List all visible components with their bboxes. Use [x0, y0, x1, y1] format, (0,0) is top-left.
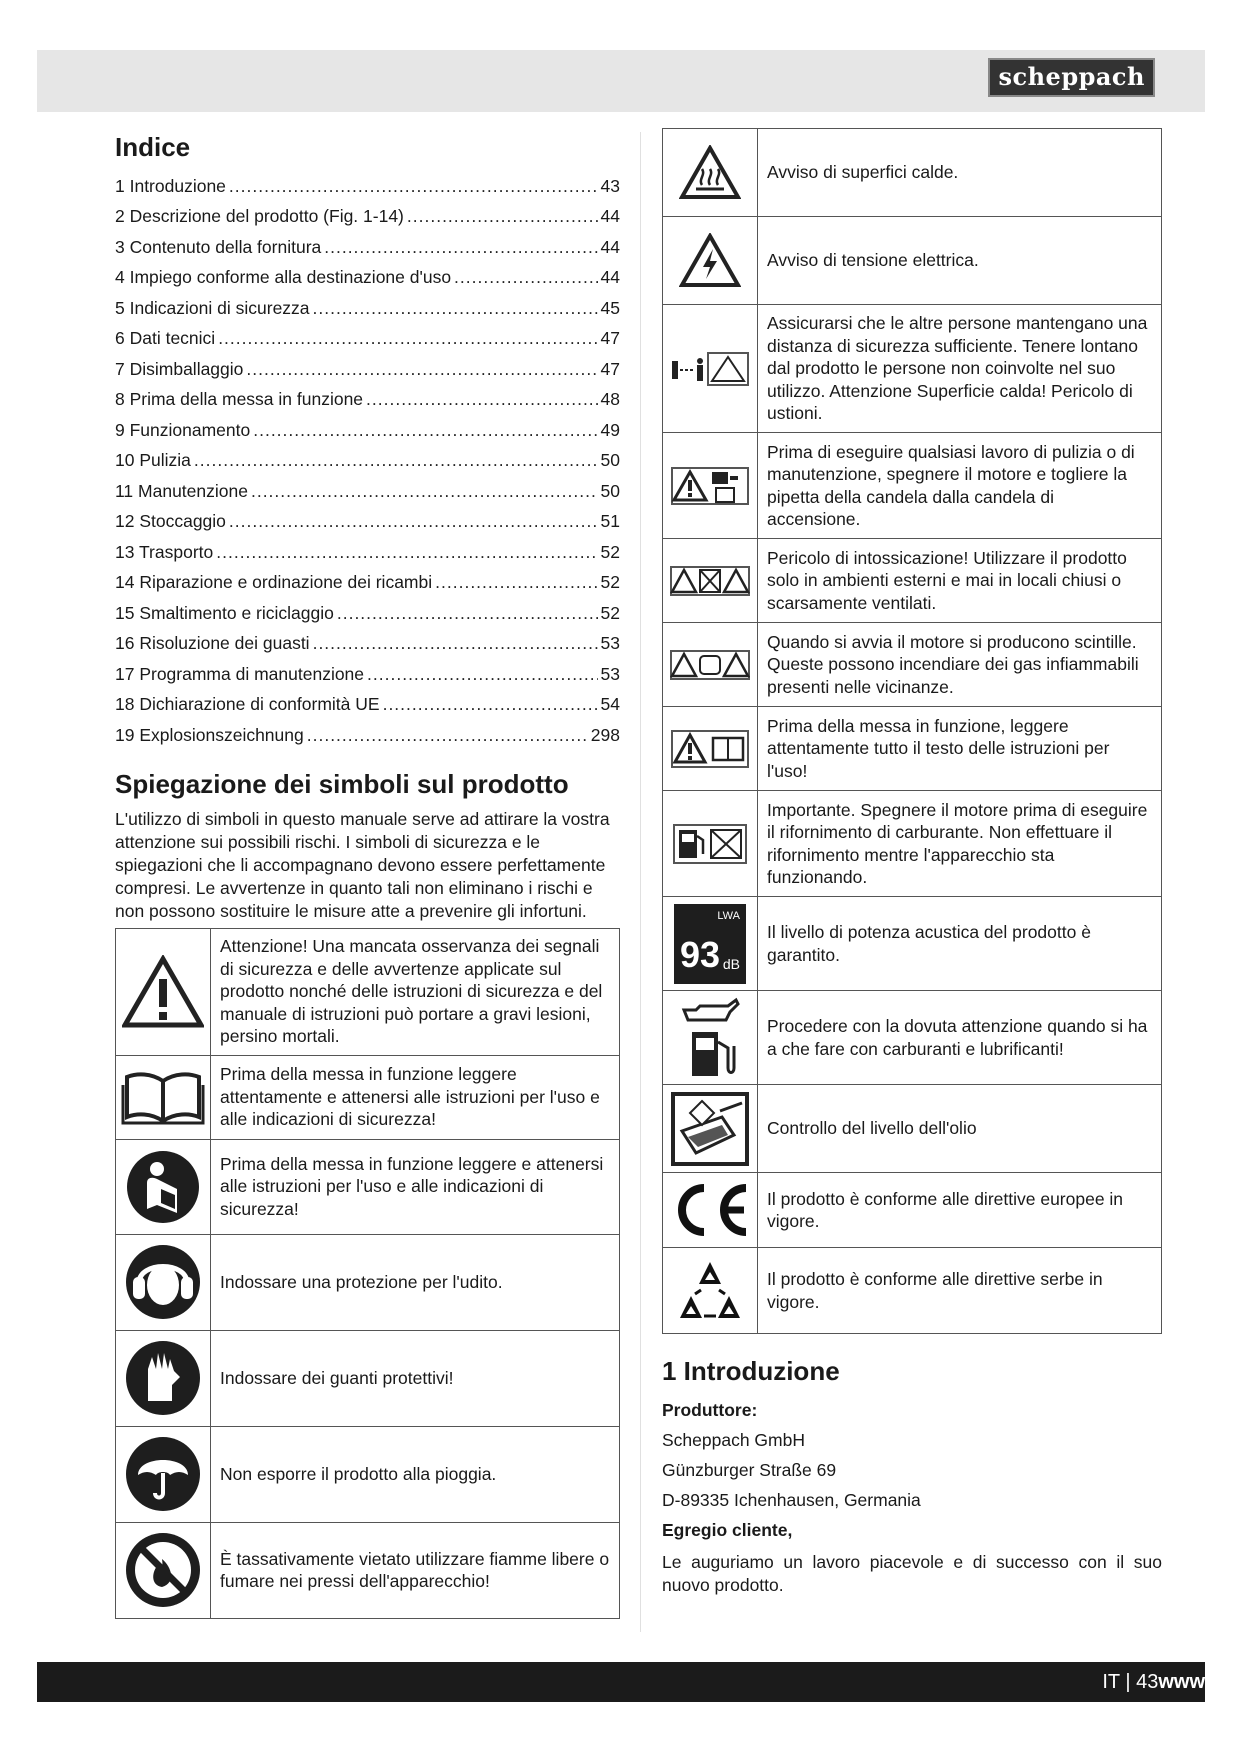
table-of-contents — [115, 171, 620, 751]
ear-protection-icon — [124, 1243, 202, 1321]
symbols-intro: L'utilizzo di simboli in questo manuale serve ad attirare la vostra attenzione sui possibili rischi. I simboli di sicurezza e le spiegazioni che li accompagnano devono essere perfettamente compresi. Le avvertenze in quanto tali non eliminano i rischi e non possono sostituire le misure atte a prevenire gli infortuni. — [115, 808, 610, 921]
toc-page: 45 — [600, 297, 620, 318]
symbol-icon-cell — [663, 1085, 758, 1173]
safety-distance-icon — [670, 351, 750, 387]
toc-label: 15 Smaltimento e riciclaggio — [115, 602, 334, 623]
symbols-table-left — [115, 928, 620, 1619]
company-street: Günzburger Straße 69 — [662, 1460, 837, 1480]
symbol-description: Procedere con la dovuta attenzione quando si ha a che fare con carburanti e lubrificanti! — [758, 991, 1162, 1085]
toc-label: 8 Prima della messa in funzione — [115, 389, 364, 410]
toc-entry[interactable] — [115, 171, 620, 202]
symbols-section-title: Spiegazione dei simboli sul prodotto — [115, 768, 569, 799]
toc-label: 10 Pulizia — [115, 450, 191, 471]
toc-entry[interactable] — [115, 232, 620, 263]
toc-page: 50 — [600, 450, 620, 471]
symbol-description: Avviso di tensione elettrica. — [758, 217, 1162, 305]
toc-label: 12 Stoccaggio — [115, 511, 226, 532]
toc-page: 52 — [600, 602, 620, 623]
db-unit: dB — [722, 955, 740, 972]
symbol-row — [663, 1248, 1162, 1334]
toc-leader — [337, 603, 598, 624]
toc-label: 13 Trasporto — [115, 541, 214, 562]
toc-page: 52 — [600, 572, 620, 593]
lwa-label: LWA — [717, 909, 740, 922]
toc-label: 2 Descrizione del prodotto (Fig. 1-14) — [115, 206, 404, 227]
greeting: Egregio cliente, — [662, 1520, 793, 1540]
toc-entry[interactable] — [115, 446, 620, 477]
left-column — [115, 128, 620, 1619]
symbol-row — [663, 1173, 1162, 1248]
symbol-row — [663, 991, 1162, 1085]
toc-entry[interactable] — [115, 202, 620, 233]
symbol-icon-cell — [663, 129, 758, 217]
symbol-row — [116, 1055, 620, 1139]
company-city: D-89335 Ichenhausen, Germania — [662, 1490, 921, 1510]
toc-label: 5 Indicazioni di sicurezza — [115, 297, 310, 318]
toc-page: 50 — [600, 480, 620, 501]
poisoning-warning-icon — [670, 566, 750, 596]
symbol-description: Non esporre il prodotto alla pioggia. — [211, 1426, 620, 1522]
symbol-icon-cell — [663, 1248, 758, 1334]
refuel-engine-off-icon — [673, 824, 747, 864]
symbol-icon-cell — [116, 1055, 211, 1139]
toc-label: 18 Dichiarazione di conformità UE — [115, 694, 380, 715]
toc-leader — [407, 206, 598, 227]
symbol-description: Prima della messa in funzione, leggere attentamente tutto il testo delle istruzioni per l'uso! — [758, 707, 1162, 791]
symbol-icon-cell — [116, 1426, 211, 1522]
toc-entry[interactable] — [115, 690, 620, 721]
page-label: IT | 43 — [1102, 1671, 1159, 1693]
toc-page: 53 — [600, 633, 620, 654]
toc-page: 298 — [590, 724, 620, 745]
toc-leader — [313, 633, 598, 654]
company-name: Scheppach GmbH — [662, 1430, 805, 1450]
toc-page: 54 — [600, 694, 620, 715]
toc-entry[interactable] — [115, 354, 620, 385]
symbol-icon-cell — [663, 991, 758, 1085]
toc-label: 3 Contenuto della fornitura — [115, 236, 322, 257]
toc-leader — [383, 694, 598, 715]
toc-entry[interactable] — [115, 507, 620, 538]
manufacturer-info — [662, 1395, 1162, 1597]
toc-page: 49 — [600, 419, 620, 440]
symbol-row — [116, 1426, 620, 1522]
toc-page: 44 — [600, 267, 620, 288]
toc-entry[interactable] — [115, 263, 620, 294]
no-fire-icon — [124, 1531, 202, 1609]
symbol-description: Indossare dei guanti protettivi! — [211, 1330, 620, 1426]
toc-entry[interactable] — [115, 537, 620, 568]
symbol-row — [663, 707, 1162, 791]
toc-entry[interactable] — [115, 568, 620, 599]
symbol-description: Prima della messa in funzione leggere e attenersi alle istruzioni per l'uso e alle indicazioni di sicurezza! — [211, 1139, 620, 1234]
symbol-description: Prima della messa in funzione leggere attentamente e attenersi alle istruzioni per l'uso e alle indicazioni di sicurezza! — [211, 1055, 620, 1139]
toc-label: 17 Programma di manutenzione — [115, 663, 365, 684]
toc-leader — [229, 176, 598, 197]
toc-leader — [454, 267, 597, 288]
toc-leader — [307, 725, 588, 746]
toc-leader — [313, 298, 598, 319]
electric-voltage-icon — [679, 233, 741, 289]
toc-entry[interactable] — [115, 629, 620, 660]
toc-page: 44 — [600, 236, 620, 257]
oil-level-check-icon — [670, 1091, 750, 1167]
toc-page: 47 — [600, 328, 620, 349]
gloves-icon — [124, 1339, 202, 1417]
toc-label: 16 Risoluzione dei guasti — [115, 633, 310, 654]
symbol-icon-cell — [116, 1139, 211, 1234]
symbol-row — [116, 1330, 620, 1426]
toc-label: 14 Riparazione e ordinazione dei ricambi — [115, 572, 433, 593]
toc-entry[interactable] — [115, 385, 620, 416]
toc-entry[interactable] — [115, 720, 620, 751]
toc-leader — [366, 389, 597, 410]
toc-leader — [194, 450, 598, 471]
column-divider — [640, 132, 641, 1632]
ce-mark-icon — [668, 1180, 752, 1240]
toc-page: 47 — [600, 358, 620, 379]
toc-leader — [253, 420, 597, 441]
toc-leader — [216, 542, 597, 563]
symbol-icon-cell — [663, 433, 758, 539]
symbol-description: Controllo del livello dell'olio — [758, 1085, 1162, 1173]
symbol-description: Assicurarsi che le altre persone mantengano una distanza di sicurezza sufficiente. Tenere lontano dal prodotto le persone non coinvolte nel suo utilizzo. Attenzione Superficie calda! Pericolo di ustioni. — [758, 305, 1162, 433]
symbol-icon-cell — [663, 897, 758, 991]
warning-triangle-icon — [122, 955, 204, 1029]
symbol-icon-cell — [663, 791, 758, 897]
toc-label: 4 Impiego conforme alla destinazione d'uso — [115, 267, 452, 288]
toc-label: 11 Manutenzione — [115, 480, 248, 501]
symbol-row — [116, 1234, 620, 1330]
symbol-row — [116, 1139, 620, 1234]
toc-label: 1 Introduzione — [115, 175, 226, 196]
toc-page: 48 — [600, 389, 620, 410]
serbian-conformity-icon — [677, 1258, 743, 1324]
symbol-icon-cell — [663, 1173, 758, 1248]
toc-leader — [367, 664, 598, 685]
toc-leader — [218, 328, 597, 349]
symbols-table-right — [662, 128, 1162, 1334]
symbol-description: Importante. Spegnere il motore prima di eseguire il rifornimento di carburante. Non effettuare il rifornimento mentre l'apparecchio sta funzionando. — [758, 791, 1162, 897]
symbol-icon-cell — [663, 623, 758, 707]
symbol-icon-cell — [116, 1522, 211, 1618]
toc-leader — [435, 572, 597, 593]
footer-band — [37, 1662, 1205, 1702]
open-manual-icon — [121, 1067, 205, 1127]
toc-entry[interactable] — [115, 476, 620, 507]
symbol-row — [663, 433, 1162, 539]
toc-page: 53 — [600, 663, 620, 684]
toc-page: 51 — [600, 511, 620, 532]
producer-label: Produttore: — [662, 1400, 758, 1420]
symbol-icon-cell — [116, 1330, 211, 1426]
toc-label: 9 Funzionamento — [115, 419, 251, 440]
umbrella-rain-icon — [124, 1435, 202, 1513]
introduction-title: 1 Introduzione — [662, 1356, 840, 1386]
toc-entry[interactable] — [115, 598, 620, 629]
symbol-description: Pericolo di intossicazione! Utilizzare il prodotto solo in ambienti esterni e mai in locali chiusi o scarsamente ventilati. — [758, 539, 1162, 623]
read-manual-icon — [125, 1149, 201, 1225]
symbol-description: Quando si avvia il motore si producono scintille. Queste possono incendiare dei gas infiammabili presenti nelle vicinanze. — [758, 623, 1162, 707]
symbol-description: Prima di eseguire qualsiasi lavoro di pulizia o di manutenzione, spegnere il motore e togliere la pipetta della candela dalla candela di accensione. — [758, 433, 1162, 539]
symbol-row — [663, 217, 1162, 305]
toc-label: 19 Explosionszeichnung — [115, 724, 304, 745]
toc-title: Indice — [115, 132, 191, 162]
toc-page: 44 — [600, 206, 620, 227]
page-number — [1102, 1671, 1205, 1694]
maintenance-spark-plug-icon — [670, 466, 750, 506]
symbol-icon-cell — [116, 1234, 211, 1330]
sound-power-icon — [674, 904, 746, 984]
toc-label: 7 Disimballaggio — [115, 358, 244, 379]
toc-page: 52 — [600, 541, 620, 562]
toc-entry[interactable] — [115, 293, 620, 324]
brand-logo: scheppach — [988, 58, 1155, 97]
symbol-row — [663, 623, 1162, 707]
symbol-description: Il prodotto è conforme alle direttive serbe in vigore. — [758, 1248, 1162, 1334]
symbol-description: Attenzione! Una mancata osservanza dei segnali di sicurezza e delle avvertenze applicate sul prodotto nonché delle istruzioni di sicurezza e del manuale di istruzioni può portare a gravi lesioni, persino mortali. — [211, 928, 620, 1055]
welcome-message: Le auguriamo un lavoro piacevole e di successo con il suo nuovo prodotto. — [662, 1552, 1162, 1595]
symbol-row — [663, 305, 1162, 433]
toc-page: 43 — [600, 175, 620, 196]
symbol-row — [116, 1522, 620, 1618]
sparks-warning-icon — [670, 650, 750, 680]
toc-leader — [324, 237, 597, 258]
symbol-description: Indossare una protezione per l'udito. — [211, 1234, 620, 1330]
fuel-oil-icon — [678, 996, 742, 1080]
symbol-icon-cell — [116, 928, 211, 1055]
header-band — [37, 50, 1205, 112]
toc-leader — [229, 511, 598, 532]
symbol-description: È tassativamente vietato utilizzare fiamme libere o fumare nei pressi dell'apparecchio! — [211, 1522, 620, 1618]
symbol-description: Avviso di superfici calde. — [758, 129, 1162, 217]
right-column — [662, 128, 1162, 1597]
symbol-description: Il livello di potenza acustica del prodotto è garantito. — [758, 897, 1162, 991]
symbol-row — [663, 1085, 1162, 1173]
website-fragment[interactable]: www — [1158, 1671, 1205, 1693]
toc-entry[interactable] — [115, 415, 620, 446]
symbol-description: Il prodotto è conforme alle direttive europee in vigore. — [758, 1173, 1162, 1248]
symbol-row — [663, 129, 1162, 217]
symbol-row — [116, 928, 620, 1055]
toc-entry[interactable] — [115, 324, 620, 355]
hot-surface-icon — [679, 145, 741, 201]
toc-label: 6 Dati tecnici — [115, 328, 216, 349]
symbol-icon-cell — [663, 217, 758, 305]
read-manual-warning-icon — [671, 730, 749, 768]
db-value: 93 — [680, 933, 721, 975]
toc-entry[interactable] — [115, 659, 620, 690]
symbol-row — [663, 897, 1162, 991]
symbol-icon-cell — [663, 707, 758, 791]
symbol-row — [663, 539, 1162, 623]
toc-leader — [251, 481, 598, 502]
toc-leader — [246, 359, 597, 380]
symbol-icon-cell — [663, 539, 758, 623]
symbol-icon-cell — [663, 305, 758, 433]
symbol-row — [663, 791, 1162, 897]
